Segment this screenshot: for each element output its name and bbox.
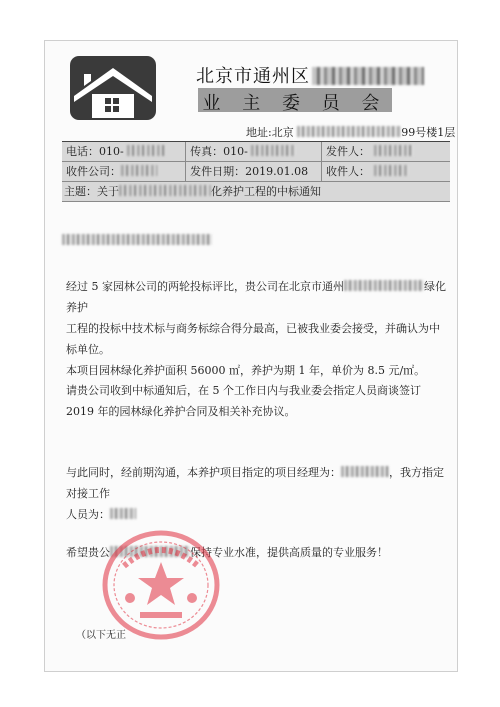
- district-title: 北京市通州区: [196, 62, 424, 88]
- paragraph-2: 请贵公司收到中标通知后，在 5 个工作日内与我业委会指定人员商谈签订 2019 年的园林绿化养护合同及相关补充协议。: [66, 384, 421, 418]
- letter-body: [66, 230, 446, 559]
- subject-cell: 主题：关于 化养护工程的中标通知: [64, 185, 321, 198]
- paragraph-3: 与此同时，经前期沟通，本养护项目指定的项目经理为： ，我方指定对接工作 人员为：: [66, 466, 444, 521]
- paragraph-1: 经过 5 家园林公司的两轮投标评比，贵公司在北京市通州 绿化养护 工程的投标中技术标与商务标综合得分最高，已被我业委会接受，并确认为中标单位。 本项目园林绿化养护面积 56000 ㎡，养护为期 1 年，单价为 8.5 元/㎡。: [66, 280, 446, 377]
- redacted-address: [297, 126, 401, 137]
- fax-cell: 传真：010-: [186, 142, 322, 161]
- info-table: [62, 141, 450, 202]
- sender-cell: 发件人：: [322, 142, 450, 161]
- address-line: 地址:北京 99号楼1层: [246, 126, 456, 139]
- house-roof-logo-icon: [70, 56, 156, 120]
- salutation: [66, 230, 446, 251]
- closing-note: （以下无正: [76, 630, 126, 641]
- table-row: [62, 142, 450, 162]
- table-row: [62, 162, 450, 182]
- paragraph-4: 希望贵公 保持专业水准，提供高质量的专业服务！: [66, 546, 388, 559]
- redacted-committee-name: [312, 67, 424, 85]
- redacted-salutation: [62, 234, 212, 245]
- send-date-cell: 发件日期：2019.01.08: [186, 162, 322, 181]
- phone-cell: 电话：010-: [62, 142, 186, 161]
- red-official-seal-icon: [100, 528, 222, 642]
- committee-title: 业 主 委 员 会: [202, 93, 388, 114]
- recipient-company-cell: 收件公司：: [62, 162, 186, 181]
- table-row: [62, 182, 450, 202]
- recipient-cell: 收件人：: [322, 162, 450, 181]
